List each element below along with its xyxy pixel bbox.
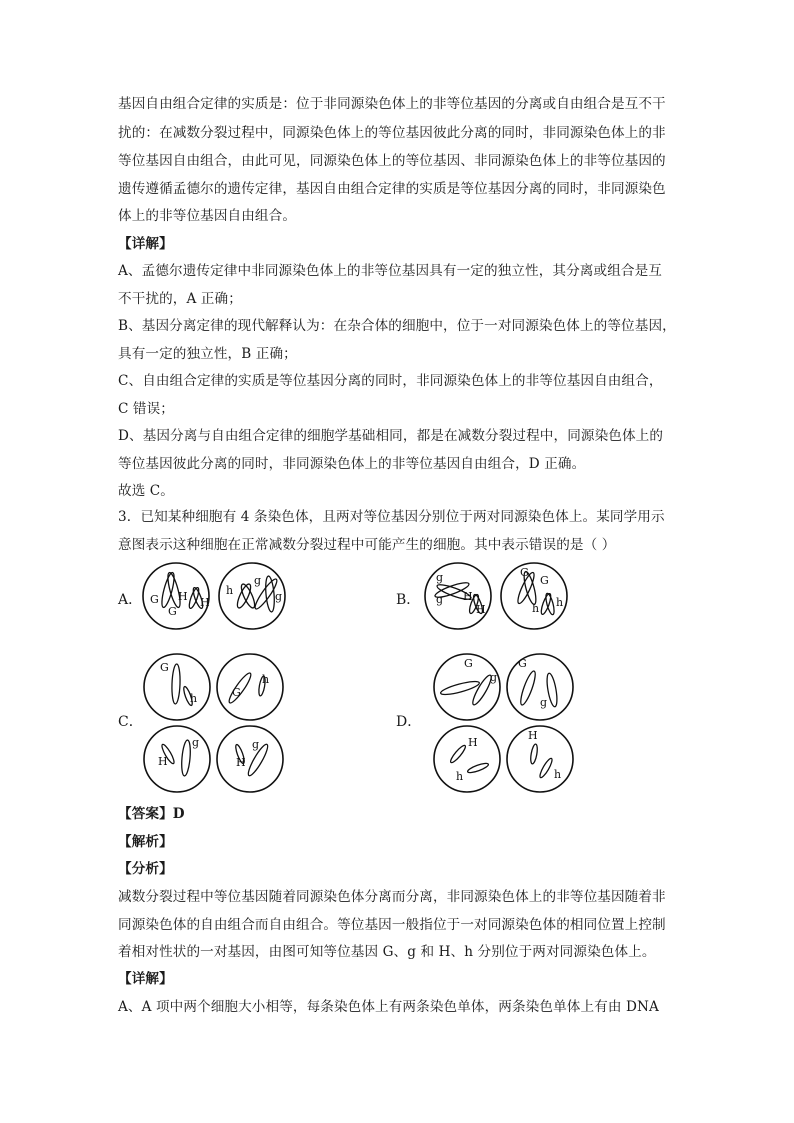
analysis-intro-line: 扰的：在减数分裂过程中，同源染色体上的等位基因彼此分离的同时，非同源染色体上的非: [118, 125, 666, 141]
gene-label: g: [252, 738, 260, 751]
option-c-label: C．: [118, 714, 143, 730]
analysis-intro-line: 体上的非等位基因自由组合。: [118, 208, 297, 224]
gene-label: G: [168, 605, 177, 618]
question-line: 3．已知某种细胞有 4 条染色体，且两对等位基因分别位于两对同源染色体上。某同学用示: [118, 509, 665, 525]
gene-label: h: [556, 596, 564, 609]
gene-label: g: [490, 671, 498, 684]
option-d-figure: [430, 650, 580, 795]
gene-label: G: [160, 661, 169, 674]
gene-label: h: [262, 673, 270, 686]
detail-line: C、自由组合定律的实质是等位基因分离的同时，非同源染色体上的非等位基因自由组合，: [118, 373, 663, 389]
detail-heading: 【详解】: [118, 971, 173, 987]
gene-label: h: [554, 768, 562, 781]
detail-line: 等位基因彼此分离的同时，非同源染色体上的非等位基因自由组合，D 正确。: [118, 456, 586, 472]
gene-label: H: [158, 755, 168, 768]
gene-label: H: [236, 756, 246, 769]
option-c-figure: [140, 650, 290, 795]
option-a-figure: [140, 560, 300, 632]
gene-label: g: [540, 696, 548, 709]
detail-line: 具有一定的独立性，B 正确；: [118, 346, 297, 362]
detail-line: 不干扰的，A 正确；: [118, 291, 242, 307]
analysis-line: 着相对性状的一对基因，由图可知等位基因 G、g 和 H、h 分别位于两对同源染色体上。: [118, 944, 656, 960]
analysis-intro-line: 等位基因自由组合，由此可见，同源染色体上的等位基因、非同源染色体上的非等位基因的: [118, 153, 666, 169]
parse-heading: 【解析】: [118, 834, 173, 850]
gene-label: h: [226, 584, 234, 597]
analysis-intro-line: 基因自由组合定律的实质是：位于非同源染色体上的非等位基因的分离或自由组合是互不干: [118, 96, 666, 112]
gene-label: g: [254, 574, 262, 587]
gene-label: H: [200, 596, 210, 609]
detail-line: A、孟德尔遗传定律中非同源染色体上的非等位基因具有一定的独立性，其分离或组合是互: [118, 263, 662, 279]
gene-label: H: [528, 729, 538, 742]
analysis-heading: 【分析】: [118, 861, 173, 877]
detail-line: D、基因分离与自由组合定律的细胞学基础相同，都是在减数分裂过程中，同源染色体上的: [118, 428, 664, 444]
option-b-figure: [422, 560, 582, 632]
gene-label: g: [436, 593, 444, 606]
detail-line: A、A 项中两个细胞大小相等，每条染色体上有两条染色单体，两条染色单体上有由 DNA: [118, 999, 659, 1015]
analysis-intro-line: 遗传遵循孟德尔的遗传定律，基因自由组合定律的实质是等位基因分离的同时，非同源染色: [118, 181, 666, 197]
gene-label: G: [540, 574, 549, 587]
detail-line: 故选 C。: [118, 483, 175, 499]
analysis-line: 同源染色体的自由组合而自由组合。等位基因一般指位于一对同源染色体的相同位置上控制: [118, 917, 666, 933]
gene-label: H: [468, 736, 478, 749]
gene-label: G: [520, 566, 529, 579]
gene-label: G: [150, 593, 159, 606]
gene-label: H: [476, 603, 486, 616]
gene-label: g: [275, 590, 283, 603]
gene-label: H: [178, 590, 188, 603]
option-d-label: D．: [396, 714, 422, 730]
detail-heading: 【详解】: [118, 236, 173, 252]
detail-line: B、基因分离定律的现代解释认为：在杂合体的细胞中，位于一对同源染色体上的等位基因，: [118, 318, 676, 334]
gene-label: h: [190, 692, 198, 705]
answer-line: 【答案】D: [118, 806, 185, 822]
gene-label: h: [532, 602, 540, 615]
option-b-label: B．: [396, 592, 421, 608]
option-a-label: A．: [118, 592, 143, 608]
gene-label: G: [232, 686, 241, 699]
analysis-line: 减数分裂过程中等位基因随着同源染色体分离而分离，非同源染色体上的非等位基因随着非: [118, 889, 666, 905]
gene-label: g: [436, 571, 444, 584]
gene-label: G: [518, 657, 527, 670]
gene-label: H: [463, 590, 473, 603]
question-line: 意图表示这种细胞在正常减数分裂过程中可能产生的细胞。其中表示错误的是（ ）: [118, 537, 616, 553]
detail-line: C 错误；: [118, 401, 175, 417]
gene-label: h: [456, 770, 464, 783]
gene-label: G: [464, 657, 473, 670]
gene-label: g: [192, 736, 200, 749]
